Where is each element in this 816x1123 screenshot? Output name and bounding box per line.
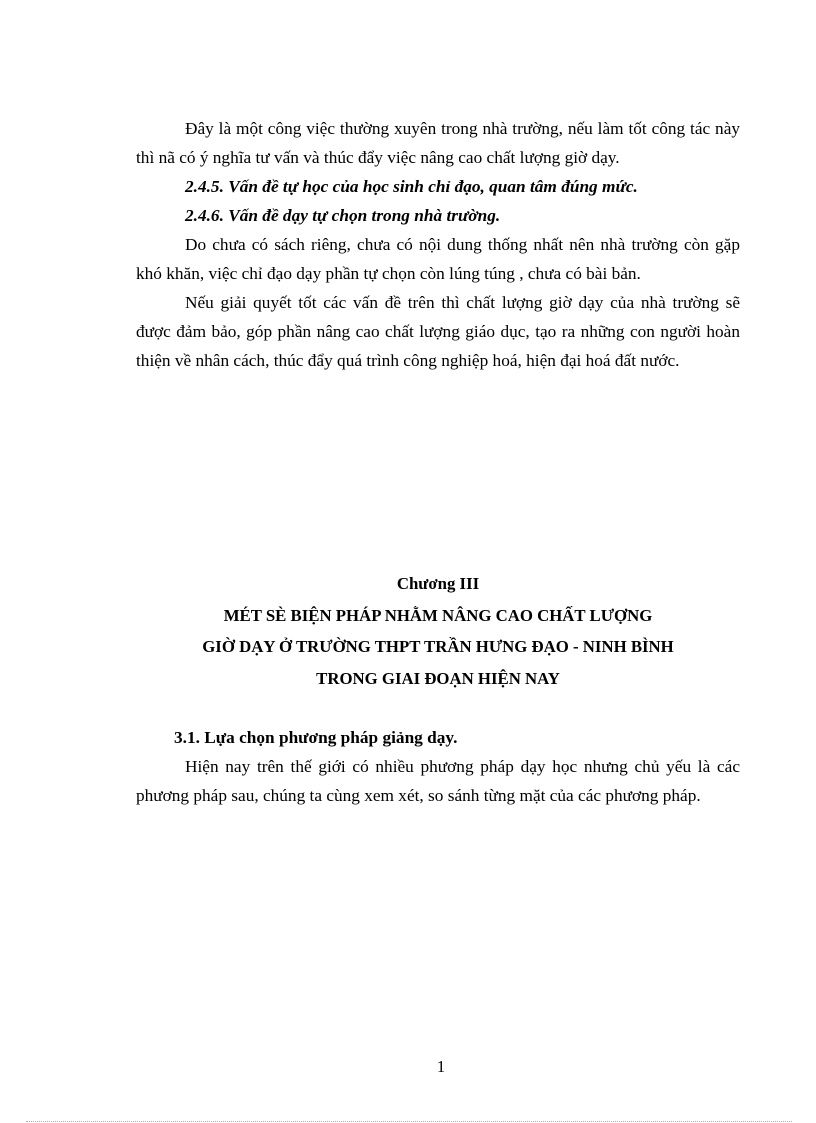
page-number: 1 [436, 1057, 446, 1076]
heading-3-1: 3.1. Lựa chọn phương pháp giảng dạy. [174, 728, 458, 747]
chapter-title-line-2: GIỜ DẠY Ở TRƯỜNG THPT TRẦN HƯNG ĐẠO - NINH BÌNH [202, 637, 674, 656]
section-2-4-block [136, 114, 740, 375]
paragraph-consulting: Đây là một công việc thường xuyên trong nhà trường, nếu làm tốt công tác này thì nã có ý nghĩa tư vấn và thúc đẩy việc nâng cao chất lượng giờ dạy. [136, 119, 740, 167]
paragraph-elective: Do chưa có sách riêng, chưa có nội dung thống nhất nên nhà trường còn gặp khó khăn, việc chỉ đạo dạy phần tự chọn còn lúng túng , chưa có bài bản. [136, 235, 740, 283]
section-3-1-block [136, 723, 740, 810]
heading-2-4-6: 2.4.6. Vấn đề dạy tự chọn trong nhà trường. [185, 206, 501, 225]
chapter-title-line-3: TRONG GIAI ĐOẠN HIỆN NAY [316, 668, 560, 688]
paragraph-conclusion: Nếu giải quyết tốt các vấn đề trên thì chất lượng giờ dạy của nhà trường sẽ được đảm bảo, góp phần nâng cao chất lượng giáo dục, tạo ra những con người hoàn thiện về nhân cách, thúc đẩy quá trình công nghiệp hoá, hiện đại hoá đất nước. [136, 293, 740, 370]
heading-2-4-5: 2.4.5. Vấn đề tự học của học sinh chỉ đạo, quan tâm đúng mức. [185, 177, 638, 196]
chapter-title-line-1: MÉT SÈ BIỆN PHÁP NHẰM NÂNG CAO CHẤT LƯỢNG [223, 605, 653, 625]
page-bottom-divider [26, 1121, 792, 1122]
chapter-label: Chương III [396, 574, 480, 593]
chapter-heading [100, 568, 776, 694]
paragraph-methods: Hiện nay trên thế giới có nhiều phương pháp dạy học nhưng chủ yếu là các phương pháp sau, chúng ta cùng xem xét, so sánh từng mặt của các phương pháp. [136, 757, 740, 805]
